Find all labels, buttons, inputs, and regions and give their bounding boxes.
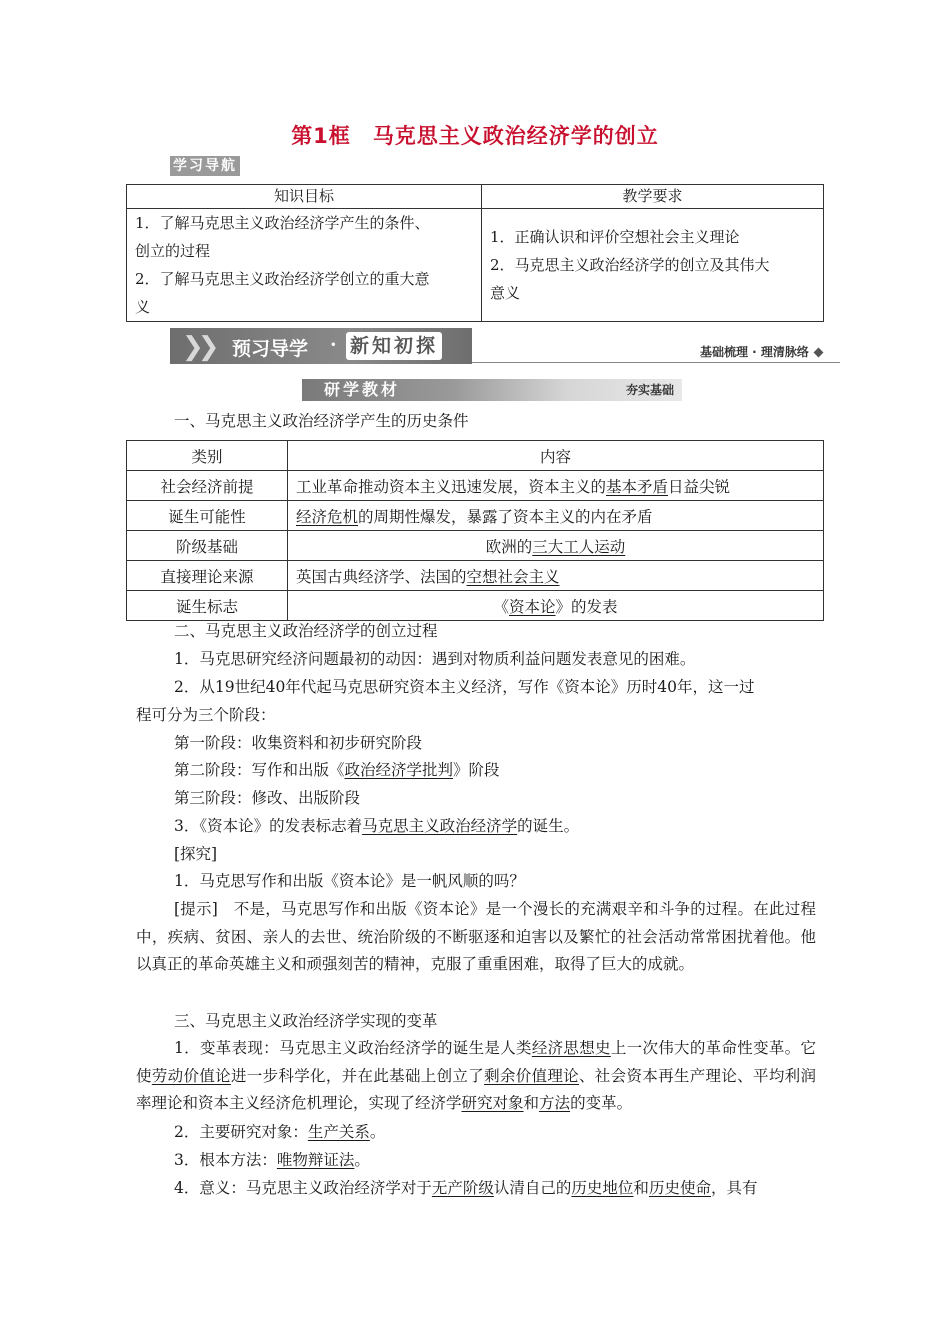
paragraph: 1．马克思研究经济问题最初的动因：遇到对物质利益问题发表意见的困难。 — [174, 650, 696, 668]
paragraph — [174, 1178, 757, 1198]
paragraph — [174, 1122, 385, 1142]
banner-dot: · — [330, 334, 337, 356]
row-text: 《 — [493, 597, 509, 616]
para-text: 认清自己的 — [493, 1179, 572, 1197]
row-keyword: 资本论 — [508, 597, 556, 616]
conditions-header-category: 类别 — [127, 441, 288, 471]
para-keyword: 方法 — [539, 1094, 571, 1112]
stage-keyword: 政治经济学批判 — [344, 761, 454, 779]
goals-header-knowledge: 知识目标 — [127, 185, 482, 209]
sub-banner — [302, 379, 682, 401]
row-text: 工业革命推动资本主义迅速发展，资本主义的 — [296, 477, 607, 496]
question: 1．马克思写作和出版《资本论》是一帆风顺的吗？ — [174, 872, 525, 890]
page-title — [0, 120, 950, 150]
sub-banner-label: 研学教材 — [324, 380, 401, 399]
row-text: 》的发表 — [555, 597, 618, 616]
para-keyword: 唯物辩证法 — [276, 1151, 355, 1169]
sub-banner-tagline: 夯实基础 — [625, 383, 674, 397]
chevron-right-icon: ❯❯ — [182, 332, 214, 362]
paragraph: 程可分为三个阶段： — [136, 706, 276, 724]
knowledge-line: 创立的过程 — [135, 242, 211, 260]
para-keyword: 经济思想史 — [531, 1039, 611, 1057]
requirement-line: 2．马克思主义政治经济学的创立及其伟大 — [490, 256, 770, 274]
para-text: 上一次伟大的革命性变革。它使 — [136, 1039, 816, 1085]
goals-header-requirements: 教学要求 — [482, 185, 824, 209]
section-heading-2: 二、马克思主义政治经济学的创立过程 — [174, 622, 438, 640]
para-keyword: 历史使命 — [648, 1179, 711, 1197]
para-keyword: 生产关系 — [307, 1123, 370, 1141]
table-row — [127, 561, 824, 591]
para-text: 1．变革表现：马克思主义政治经济学的诞生是人类 — [174, 1039, 532, 1057]
para-text: 4．意义：马克思主义政治经济学对于 — [174, 1179, 432, 1197]
para-text: 。 — [369, 1123, 386, 1141]
para-text: 3．《资本论》的发表标志着 — [174, 817, 363, 835]
row-category: 直接理论来源 — [127, 561, 288, 591]
para-text: 进一步科学化，并在此基础上创立了 — [230, 1066, 485, 1085]
stage-item: 第三阶段：修改、出版阶段 — [174, 789, 361, 807]
lesson-title: 马克思主义政治经济学的创立 — [372, 124, 659, 148]
banner-label: 预习导学 — [232, 338, 309, 360]
knowledge-line: 2．了解马克思主义政治经济学创立的重大意 — [135, 270, 430, 288]
para-text: 、社会资本再生产理论、平均利润率理论和资本主义经济危机理论，实现了经济学 — [136, 1066, 816, 1112]
para-text: 的变革。 — [570, 1094, 633, 1112]
conditions-header-content: 内容 — [288, 441, 824, 471]
row-content — [288, 531, 824, 561]
row-category: 诞生标志 — [127, 591, 288, 621]
table-row — [127, 531, 824, 561]
banner-tagline — [700, 343, 822, 360]
paragraph — [174, 1150, 370, 1170]
conditions-table — [126, 440, 824, 621]
teaching-requirements — [482, 209, 824, 322]
paragraph — [174, 816, 579, 836]
lesson-number: 第1框 — [291, 124, 351, 148]
para-text: ，具有 — [710, 1179, 758, 1197]
stage-item — [174, 760, 500, 780]
row-text: 日益尖锐 — [668, 477, 731, 496]
para-text: 和 — [633, 1179, 649, 1197]
para-text: 的诞生。 — [517, 817, 580, 835]
row-content — [288, 561, 824, 591]
table-row — [127, 591, 824, 621]
para-text: 2．主要研究对象： — [174, 1123, 308, 1141]
paragraph: 2．从19世纪40年代起马克思研究资本主义经济，写作《资本论》历时40年，这一过 — [174, 678, 755, 696]
row-category: 诞生可能性 — [127, 501, 288, 531]
para-text: 3．根本方法： — [174, 1151, 277, 1169]
hint-paragraph: [提示] 不是，马克思写作和出版《资本论》是一个漫长的充满艰辛和斗争的过程。在此过程中，疾病、贫困、亲人的去世、统治阶级的不断驱逐和迫害以及繁忙的社会活动常常困扰着他。他以真正的革命英雄主义和顽强刻苦的精神，克服了重重困难，取得了巨大的成就。 — [136, 900, 816, 973]
para-keyword: 研究对象 — [461, 1094, 524, 1112]
section-heading-3: 三、马克思主义政治经济学实现的变革 — [174, 1012, 438, 1030]
knowledge-line: 义 — [135, 298, 151, 316]
row-category: 阶级基础 — [127, 531, 288, 561]
row-keyword: 三大工人运动 — [532, 537, 626, 556]
row-text: 的周期性爆发，暴露了资本主义的内在矛盾 — [358, 507, 653, 526]
para-keyword: 历史地位 — [571, 1179, 634, 1197]
goals-table — [126, 184, 824, 322]
para-keyword: 劳动价值论 — [151, 1066, 231, 1085]
row-content — [288, 471, 824, 501]
requirement-line: 意义 — [490, 284, 521, 302]
banner-divider — [472, 362, 840, 363]
requirement-line: 1．正确认识和评价空想社会主义理论 — [490, 228, 740, 246]
stage-text: 》阶段 — [453, 761, 500, 779]
row-content — [288, 501, 824, 531]
row-keyword: 基本矛盾 — [606, 477, 669, 496]
diamond-icon — [813, 348, 823, 358]
banner-tagline-text: 基础梳理 · 理清脉络 — [700, 345, 809, 359]
row-category: 社会经济前提 — [127, 471, 288, 501]
para-keyword: 无产阶级 — [431, 1179, 494, 1197]
table-row — [127, 501, 824, 531]
table-row — [127, 471, 824, 501]
para-text: 。 — [354, 1151, 370, 1169]
row-keyword: 经济危机 — [296, 507, 359, 526]
stage-text: 第二阶段：写作和出版《 — [174, 761, 345, 779]
para-keyword: 马克思主义政治经济学 — [362, 817, 518, 835]
section-heading-1: 一、马克思主义政治经济学产生的历史条件 — [174, 412, 469, 430]
row-text: 英国古典经济学、法国的 — [296, 567, 467, 586]
row-keyword: 空想社会主义 — [466, 567, 560, 586]
para-keyword: 剩余价值理论 — [484, 1066, 579, 1085]
knowledge-line: 1．了解马克思主义政治经济学产生的条件、 — [135, 214, 430, 232]
row-content — [288, 591, 824, 621]
para-text: 和 — [523, 1094, 540, 1112]
knowledge-goals — [127, 209, 482, 322]
study-guide-badge: 学习导航 — [170, 156, 240, 176]
section-banner — [170, 328, 472, 364]
explore-label: [探究] — [174, 845, 218, 863]
stage-item: 第一阶段：收集资料和初步研究阶段 — [174, 734, 423, 752]
row-text: 欧洲的 — [485, 537, 533, 556]
banner-highlight: 新知初探 — [346, 332, 442, 360]
change-paragraph — [136, 1035, 816, 1118]
